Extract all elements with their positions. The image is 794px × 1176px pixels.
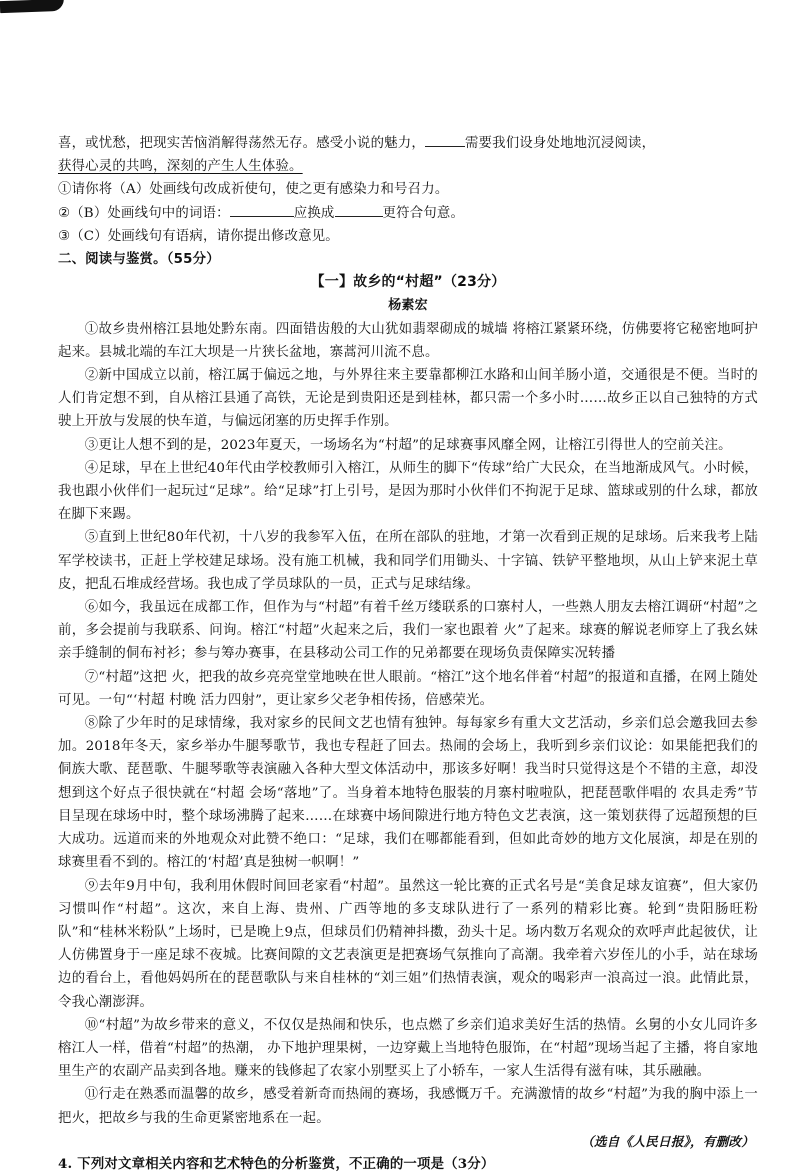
question-text: 更符合句意。: [382, 205, 465, 221]
paragraph: ③更让人想不到的是，2023年夏天，一场场名为“村超”的足球赛事风靡全网，让榕江引得世人的空前关注。: [84, 437, 732, 453]
paragraph: ⑥如今，我虽远在成都工作，但作为与“村超”有着千丝万缕联系的口寨村人，一些熟人朋友去榕江调研“村超”之前，多会提前与我联系、问询。榕江“村超”火起来之后，我们一家也跟着 火”了起来。球赛的解说老师穿上了我幺妹亲手缝制的侗布衬衫；参与筹办赛事，在县移动公司工作的兄弟都要在现场负责保障实况转播: [58, 600, 758, 662]
paragraph: ⑤直到上世纪80年代初，十八岁的我参军入伍，在所在部队的驻地，才第一次看到正规的足球场。后来我考上陆军学校读书，正赶上学校建足球场。没有施工机械，我和同学们用锄头、十字镐、铁铲平整地坝，从山上铲来泥土草皮，把乱石堆成经营场。我也成了学员球队的一员，正式与足球结缘。: [58, 530, 758, 592]
answer-blank: [230, 202, 294, 217]
intro-line-1: [58, 132, 758, 155]
source-citation: （选自《人民日报》，有删改）: [581, 1133, 754, 1149]
paragraph: ⑦“村超”这把 火，把我的故乡亮亮堂堂地映在世人眼前。“榕江”这个地名伴着“村超”的报道和直播，在网上随处可见。一句“‘村超 村晚 活力四射”，更让家乡父老争相传扬，倍感荣光。: [58, 669, 758, 708]
intro-text: 需要我们设身处地地沉浸阅读，: [464, 136, 656, 151]
article-body: [58, 318, 758, 1130]
question-text: 应换成: [293, 205, 335, 221]
paragraph: ②新中国成立以前，榕江属于偏远之地，与外界往来主要靠都柳江水路和山间羊肠小道，交通很是不便。当时的人们肯定想不到，自从榕江县通了高铁，无论是到贵阳还是到桂林，都只需一个多小时……故乡正以自己独特的方式驶上开放与发展的快车道，与偏远闭塞的历史挥手作别。: [58, 368, 758, 430]
answer-blank: [425, 132, 465, 147]
paragraph: ①故乡贵州榕江县地处黔东南。四面错齿般的大山犹如翡翠砌成的城墙 将榕江紧紧环绕，仿佛要将它秘密地呵护起来。县城北端的车江大坝是一片狭长盆地，寨蒿河川流不息。: [58, 321, 758, 360]
question-4: 4. 下列对文章相关内容和艺术特色的分析鉴赏，不正确的一项是（3分）: [58, 1155, 495, 1172]
intro-text: 喜，或忧愁，把现实苦恼消解得荡然无存。感受小说的魅力，: [58, 136, 425, 151]
section-heading: 二、阅读与鉴赏。（55分）: [58, 252, 220, 268]
question-3: ③（C）处画线句有语病，请你提出修改意见。: [58, 228, 339, 244]
paragraph: ⑩“村超”为故乡带来的意义，不仅仅是热闹和快乐，也点燃了乡亲们追求美好生活的热情。幺舅的小女儿同许多榕江人一样，借着“村超”的热潮， 办下地护理果树，一边穿戴上当地特色服饰，在“村超”现场当起了主播，将自家地里生产的农副产品卖到各地。赚来的钱修起了农家小别墅买上了小轿车，一家人生活得有滋有味，其乐融融。: [58, 1017, 758, 1080]
question-text: ②（B）处画线句中的词语：: [58, 205, 230, 221]
intro-line-2: 获得心灵的共鸣，深刻的产生人生体验。: [58, 159, 303, 175]
document-page: [58, 132, 758, 1176]
answer-blank: [335, 202, 383, 217]
paragraph: ⑧除了少年时的足球情缘，我对家乡的民间文艺也情有独钟。每每家乡有重大文艺活动，乡亲们总会邀我回去参加。2018年冬天，家乡举办牛腿琴歌节，我也专程赶了回去。热闹的会场上，我听到乡亲们议论：如果能把我们的侗族大歌、琵琶歌、牛腿琴歌等表演融入各种大型文体活动中，那该多好啊！我当时只觉得这是个不错的主意，却没想到这个好点子很快就在“村超 会场“落地”了。当身着本地特色服装的月寨村啦啦队，把琵琶歌伴唱的 农具走秀”节目呈现在球场中时，整个球场沸腾了起来……在球赛中场间隙进行地方特色文艺表演，这一策划获得了远超预想的巨大成功。远道而来的外地观众对此赞不绝口：“足球，我们在哪都能看到，但如此奇妙的地方文化展演，却是在别的球赛里看不到的。榕江的‘村超’真是独树一帜啊！”: [58, 716, 758, 871]
paragraph: ⑪行走在熟悉而温馨的故乡，感受着新奇而热闹的赛场，我感慨万千。充满激情的故乡“村超”为我的胸中添上一把火，把故乡与我的生命更紧密地系在一起。: [58, 1087, 758, 1126]
article-author: 杨素宏: [388, 298, 428, 314]
article-title: 【一】故乡的“村超”（23分）: [310, 274, 506, 291]
paragraph: ⑨去年9月中旬，我利用休假时间回老家看“村超”。虽然这一轮比赛的正式名号是“美食足球友谊赛”，但大家仍习惯叫作“村超”。这次，来自上海、贵州、广西等地的多支球队进行了一系列的精彩比赛。轮到“贵阳肠旺粉队”和“桂林米粉队”上场时，已是晚上9点，但球员们仍精神抖擞，劲头十足。场内数万名观众的欢呼声此起彼伏，让人仿佛置身于一座足球不夜城。比赛间隙的文艺表演更是把赛场气氛推向了高潮。我牵着六岁侄儿的小手，站在球场边的看台上，看他妈妈所在的琵琶歌队与来自桂林的“刘三姐”们热情表演，观众的喝彩声一浪高过一浪。此情此景，令我心潮澎湃。: [58, 878, 758, 1010]
scan-smudge: [0, 0, 64, 13]
paragraph: ④足球，早在上世纪40年代由学校教师引入榕江，从师生的脚下“传球”给广大民众，在当地渐成风气。小时候，我也跟小伙伴们一起玩过“足球”。给“足球”打上引号，是因为那时小伙伴们不拘泥于足球、篮球或别的什么球，都放在脚下来踢。: [58, 460, 758, 523]
question-1: ①请你将（A）处画线句改成祈使句，使之更有感染力和号召力。: [58, 182, 449, 198]
question-2: [58, 202, 758, 225]
